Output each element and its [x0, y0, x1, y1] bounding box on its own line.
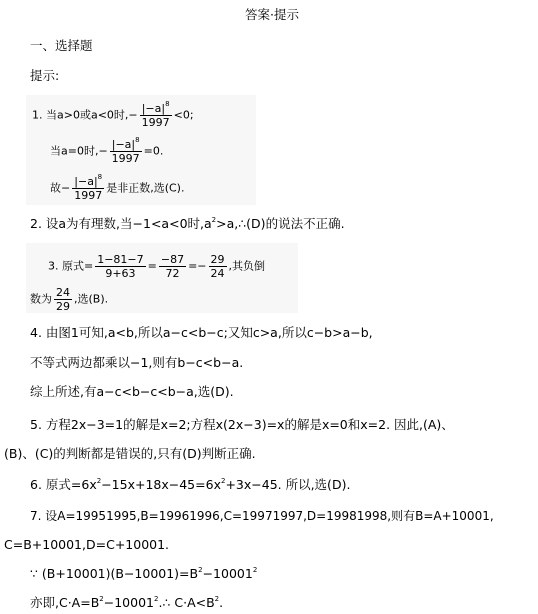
q3-eq2: =− — [188, 259, 207, 273]
q1-line3-pre: 故− — [50, 181, 71, 195]
q3-line2-pre: 数为 — [30, 292, 52, 306]
q3-line2-post: ,选(B). — [74, 292, 109, 306]
q1-line2-denominator: 1997 — [111, 152, 140, 165]
q7-line3-part-a: ∵ (B+10001)(B−10001)=B — [30, 566, 199, 581]
q7-line1: 7. 设A=19951995,B=19961996,C=19971997,D=19981998,则有B=A+10001, — [30, 509, 494, 523]
q7-line2: C=B+10001,D=C+10001. — [4, 537, 170, 552]
page-title: 答案·提示 — [245, 7, 299, 22]
q4-line2: 不等式两边都乘以−1,则有b−c<b−a. — [30, 355, 244, 370]
q7-line4-exponent-3: 2 — [214, 595, 220, 603]
q3-line1 — [48, 253, 265, 280]
q1-line3 — [50, 175, 184, 202]
q7-line4 — [30, 595, 223, 611]
q7-line4-part-d: . — [219, 595, 224, 610]
q3-fraction-3-numerator: 29 — [210, 253, 225, 266]
q7-line3-part-b: −10001 — [202, 566, 253, 581]
q1-line1-exponent: 8 — [165, 100, 170, 108]
q7-line4-exponent-1: 2 — [99, 595, 104, 603]
q2-pre: 2. 设a为有理数,当−1<a<0时,a — [30, 216, 212, 231]
q1-line1 — [32, 102, 194, 129]
q1-line2-numerator: |−a| — [111, 138, 136, 151]
q5-line2: (B)、(C)的判断都是错误的,只有(D)判断正确. — [4, 446, 256, 461]
q3-fraction-1-numerator: 1−81−7 — [97, 253, 144, 266]
q3-fraction-2 — [159, 253, 186, 280]
q7-line4-part-b: −10001 — [103, 595, 154, 610]
q3-fraction-1 — [95, 253, 145, 280]
q3-line2 — [30, 286, 108, 313]
q1-line2-fraction — [110, 138, 142, 165]
q3-fraction-4 — [54, 286, 72, 313]
q3-fraction-2-denominator: 72 — [165, 267, 180, 280]
q1-line3-denominator: 1997 — [74, 189, 103, 202]
q7-line3-exponent-2: 2 — [252, 566, 258, 574]
q6-part-b: −15x+18x−45=6x — [101, 477, 221, 492]
q7-line3 — [30, 566, 257, 582]
q6-exponent-2: 2 — [220, 477, 226, 485]
q6-part-c: +3x−45. 所以,选(D). — [225, 477, 351, 492]
q3-fraction-3 — [209, 253, 227, 280]
q1-line3-exponent: 8 — [97, 173, 103, 181]
q6-exponent-1: 2 — [96, 477, 102, 485]
q3-fraction-4-numerator: 24 — [56, 286, 70, 299]
q6-part-a: 6. 原式=6x — [30, 477, 97, 492]
q1-line2-exponent: 8 — [135, 136, 140, 144]
q2-exponent: 2 — [211, 216, 217, 224]
q7-line4-part-a: 亦即,C·A=B — [30, 595, 100, 610]
q7-line3-exponent-1: 2 — [198, 566, 203, 574]
q4-line1: 4. 由图1可知,a<b,所以a−c<b−c;又知c>a,所以c−b>a−b, — [30, 325, 373, 340]
q3-fraction-2-numerator: −87 — [160, 253, 185, 266]
q3-fraction-4-denominator: 29 — [56, 300, 70, 313]
q5-line1: 5. 方程2x−3=1的解是x=2;方程x(2x−3)=x的解是x=0和x=2. 因此,(A)、 — [30, 417, 454, 432]
q7-line4-exponent-2: 2 — [154, 595, 159, 603]
q7-line4-part-c: .∴ C·A<B — [158, 595, 215, 610]
q2-post: >a,∴(D)的说法不正确. — [216, 216, 345, 231]
q1-line2 — [50, 138, 163, 165]
q1-line1-fraction — [140, 102, 172, 129]
q3-fraction-1-denominator: 9+63 — [105, 267, 136, 280]
q1-line3-numerator: |−a| — [74, 175, 98, 188]
q1-line1-post: <0; — [173, 108, 194, 122]
q3-fraction-3-denominator: 24 — [210, 267, 225, 280]
q1-line1-numerator: |−a| — [141, 102, 166, 115]
q3-pre: 3. 原式= — [48, 259, 94, 273]
q1-line2-post: =0. — [143, 144, 164, 158]
q4-line3: 综上所述,有a−c<b−c<b−a,选(D). — [30, 384, 234, 399]
q1-line3-post: 是非正数,选(C). — [106, 181, 185, 195]
q1-line1-denominator: 1997 — [141, 116, 170, 129]
q1-line3-fraction — [72, 175, 104, 202]
hint-label: 提示: — [30, 68, 60, 83]
q6-line — [30, 477, 350, 493]
q1-line1-pre: 1. 当a>0或a<0时,− — [32, 108, 138, 122]
q2-line — [30, 216, 345, 232]
q3-post: ,其负倒 — [228, 259, 266, 273]
q1-line2-pre: 当a=0时,− — [50, 144, 108, 158]
section-heading: 一、选择题 — [30, 38, 93, 53]
q3-eq1: = — [147, 259, 157, 273]
